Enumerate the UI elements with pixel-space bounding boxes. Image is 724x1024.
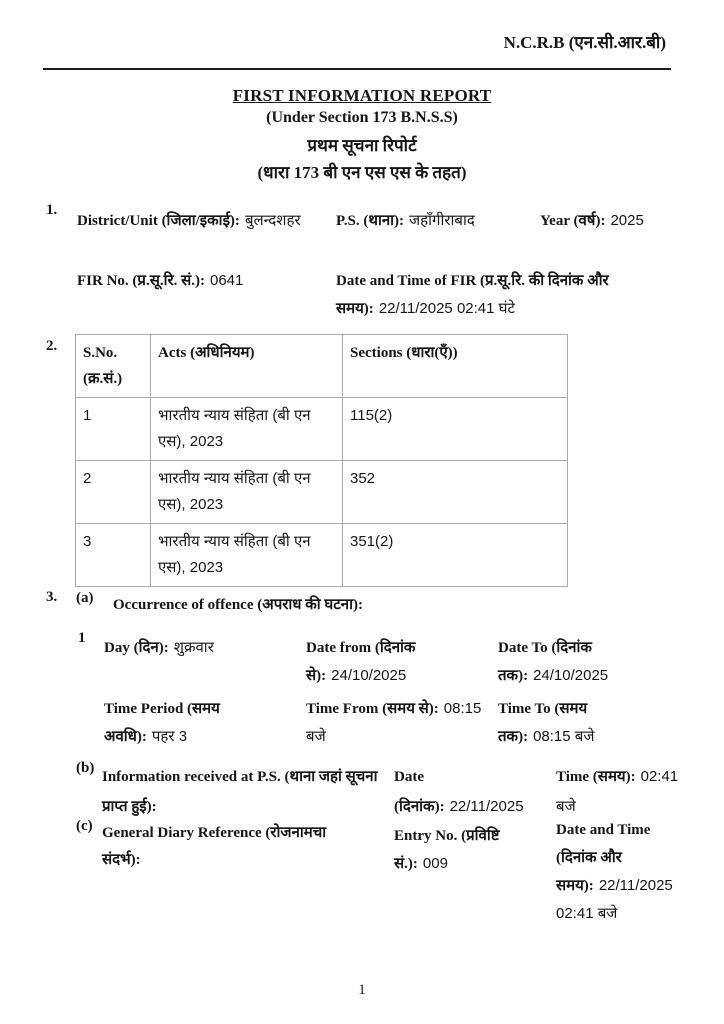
time-period-label: Time Period (समय अवधि): xyxy=(104,701,220,745)
fir-number-value: 0641 xyxy=(210,272,244,289)
report-title-hindi: प्रथम सूचना रिपोर्ट xyxy=(307,136,417,155)
col-header-sections: Sections (धारा(एँ)) xyxy=(343,335,568,398)
gd-datetime-label: Date and Time (दिनांक और समय): xyxy=(556,822,651,894)
report-title: FIRST INFORMATION REPORT xyxy=(232,86,492,105)
info-date-label: Date (दिनांक): xyxy=(394,769,445,815)
day-label: Day (दिन): xyxy=(104,640,169,656)
time-period-value: पहर 3 xyxy=(151,728,188,745)
info-date-value: 22/11/2025 xyxy=(449,798,524,815)
row1-sno: 1 xyxy=(76,398,151,461)
date-from-label: Date from (दिनांक से): xyxy=(306,640,416,684)
time-from-value: 08:15 बजे xyxy=(306,700,482,745)
info-received-title: Information received at P.S. (थाना जहां सूचना प्राप्त हुई): xyxy=(102,769,378,815)
section1-number: 1. xyxy=(46,202,58,218)
time-to-value: 08:15 बजे xyxy=(533,728,595,745)
section2-number: 2. xyxy=(46,338,58,354)
district-value: बुलन्दशहर xyxy=(244,212,301,229)
row1-act: भारतीय न्याय संहिता (बी एन एस), 2023 xyxy=(151,398,343,461)
time-from-label: Time From (समय से): xyxy=(306,701,439,717)
day-field xyxy=(104,634,299,662)
fir-datetime-label: Date and Time of FIR (प्र.सू.रि. की दिनांक और समय): xyxy=(336,273,609,317)
row3-sno: 3 xyxy=(76,524,151,587)
occurrence-row-number: 1 xyxy=(78,630,86,646)
info-date-field xyxy=(394,762,534,822)
fir-datetime-field xyxy=(336,267,684,323)
time-to-label: Time To (समय तक): xyxy=(498,701,588,745)
date-from-value: 24/10/2025 xyxy=(331,667,407,684)
table-header-row xyxy=(76,335,568,398)
fir-datetime-value: 22/11/2025 02:41 घंटे xyxy=(378,300,516,317)
date-to-label: Date To (दिनांक तक): xyxy=(498,640,592,684)
row2-sections: 352 xyxy=(343,461,568,524)
table-row xyxy=(76,398,568,461)
info-time-field xyxy=(556,762,696,822)
gd-entry-value: 009 xyxy=(422,855,448,872)
table-row xyxy=(76,524,568,587)
info-time-label: Time (समय): xyxy=(556,769,636,785)
gd-reference-title: General Diary Reference (रोजनामचा संदर्भ): xyxy=(102,825,327,868)
date-to-value: 24/10/2025 xyxy=(533,667,609,684)
time-from-field xyxy=(306,695,492,750)
district-label: District/Unit (जिला/इकाई): xyxy=(77,213,240,229)
date-to-field xyxy=(498,634,658,690)
time-to-field xyxy=(498,695,658,751)
year-label: Year (वर्ष): xyxy=(540,213,606,229)
time-period-field xyxy=(104,695,279,751)
table-row xyxy=(76,461,568,524)
row2-act: भारतीय न्याय संहिता (बी एन एस), 2023 xyxy=(151,461,343,524)
col-header-acts: Acts (अधिनियम) xyxy=(151,335,343,398)
section3c-label: (c) xyxy=(76,818,93,834)
district-field xyxy=(77,207,319,235)
police-station-value: जहाँगीराबाद xyxy=(409,212,475,229)
gd-datetime-value: 22/11/2025 02:41 बजे xyxy=(556,877,673,922)
year-value: 2025 xyxy=(610,212,644,229)
acts-sections-table xyxy=(75,334,568,587)
section3a-label: (a) xyxy=(76,590,94,606)
gd-entry-field xyxy=(394,822,549,878)
row1-sections: 115(2) xyxy=(343,398,568,461)
year-field xyxy=(540,207,690,235)
row3-act: भारतीय न्याय संहिता (बी एन एस), 2023 xyxy=(151,524,343,587)
ncrb-org-title: N.C.R.B (एन.सी.आर.बी) xyxy=(503,33,666,52)
date-from-field xyxy=(306,634,492,690)
report-subtitle-hindi: (धारा 173 बी एन एस एस के तहत) xyxy=(257,163,467,182)
report-subtitle: (Under Section 173 B.N.S.S) xyxy=(266,109,458,126)
col-header-sno: S.No. (क्र.सं.) xyxy=(76,335,151,398)
fir-number-field xyxy=(77,267,337,295)
police-station-field xyxy=(336,207,546,235)
occurrence-title: Occurrence of offence (अपराध की घटना): xyxy=(113,597,363,613)
fir-number-label: FIR No. (प्र.सू.रि. सं.): xyxy=(77,273,205,289)
gd-entry-label: Entry No. (प्रविष्टि सं.): xyxy=(394,828,500,872)
section3b-label: (b) xyxy=(76,760,95,776)
day-value: शुक्रवार xyxy=(173,639,214,656)
police-station-label: P.S. (थाना): xyxy=(336,213,405,229)
page-number: 1 xyxy=(358,982,366,998)
header-divider-rule xyxy=(43,68,671,70)
section3-number: 3. xyxy=(46,589,58,605)
info-time-value: 02:41 बजे xyxy=(556,768,679,815)
row2-sno: 2 xyxy=(76,461,151,524)
row3-sections: 351(2) xyxy=(343,524,568,587)
gd-datetime-field xyxy=(556,816,676,927)
